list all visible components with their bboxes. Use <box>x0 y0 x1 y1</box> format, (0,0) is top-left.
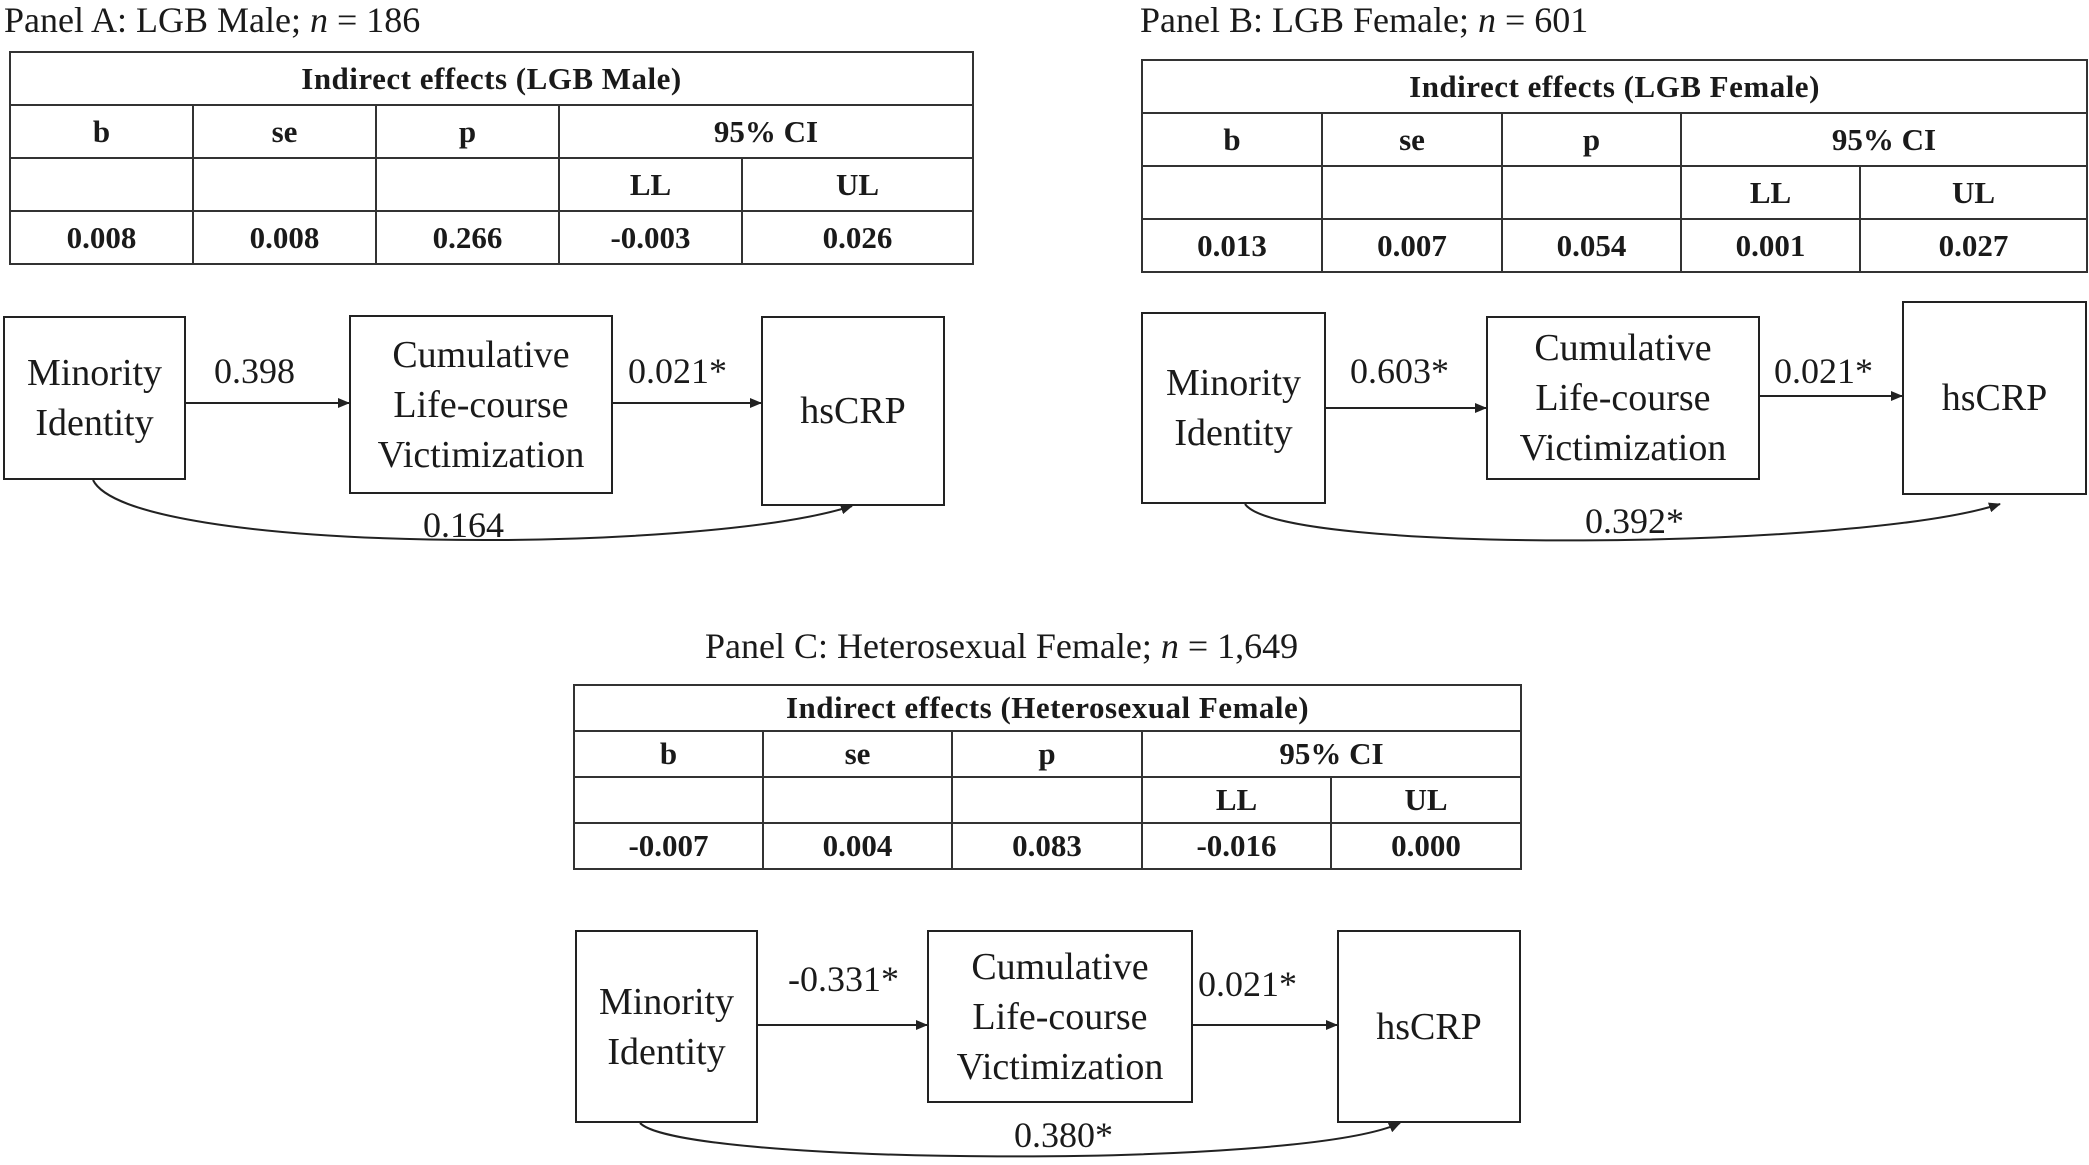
panel-c-header-p: p <box>952 731 1142 777</box>
panel-a-title-prefix: Panel A: LGB Male; <box>4 0 310 40</box>
node-label-line: Cumulative <box>392 333 570 376</box>
node-label-line: Life-course <box>972 995 1148 1038</box>
panel-c-value-b: -0.007 <box>574 823 763 869</box>
panel-b-title-prefix: Panel B: LGB Female; <box>1140 0 1478 40</box>
panel-a-path-c-coefficient: 0.164 <box>423 505 504 545</box>
panel-b-header-ul: UL <box>1860 166 2087 219</box>
panel-b-path-a-coefficient: 0.603* <box>1350 351 1449 391</box>
panel-b-value-ll: 0.001 <box>1681 219 1860 272</box>
node-label-line: Life-course <box>393 383 569 426</box>
node-label-line: Cumulative <box>1534 327 1712 369</box>
panel-b-title-n-value: = 601 <box>1495 0 1589 40</box>
node-label-line: Victimization <box>1519 427 1727 469</box>
node-label-line: Victimization <box>956 1045 1164 1088</box>
node-label-line: Identity <box>607 1030 726 1073</box>
panel-c-title-prefix: Panel C: Heterosexual Female; <box>705 626 1161 666</box>
panel-a-value-ll: -0.003 <box>559 211 742 264</box>
node-label-line: Identity <box>1174 412 1293 454</box>
panel-b-value-b: 0.013 <box>1142 219 1322 272</box>
panel-a-value-p: 0.266 <box>376 211 559 264</box>
panel-b-value-se: 0.007 <box>1322 219 1502 272</box>
node-label-line: Identity <box>35 402 154 444</box>
panel-c-value-se: 0.004 <box>763 823 952 869</box>
node-label-line: Cumulative <box>971 945 1149 988</box>
panel-b-header-p: p <box>1502 113 1681 166</box>
panel-a-path-a-coefficient: 0.398 <box>214 351 295 391</box>
panel-c-path-a-coefficient: -0.331* <box>788 959 899 999</box>
node-label: hsCRP <box>800 390 906 432</box>
node-label-line: Life-course <box>1535 377 1711 419</box>
panel-c-value-ll: -0.016 <box>1142 823 1331 869</box>
panel-a-header-se: se <box>193 105 376 158</box>
panel-c-header-ul: UL <box>1331 777 1521 823</box>
panel-c-value-ul: 0.000 <box>1331 823 1521 869</box>
panel-b-value-ul: 0.027 <box>1860 219 2087 272</box>
panel-a-header-p: p <box>376 105 559 158</box>
node-label-line: Minority <box>598 980 735 1023</box>
panel-a-path-b-coefficient: 0.021* <box>628 351 727 391</box>
panel-c-header-b: b <box>574 731 763 777</box>
panel-b-header-b: b <box>1142 113 1322 166</box>
panel-c-header-se: se <box>763 731 952 777</box>
panel-a-value-ul: 0.026 <box>742 211 973 264</box>
panel-a-title-n-value: = 186 <box>327 0 421 40</box>
panel-a-header-b: b <box>10 105 193 158</box>
panel-a-path-c-arrow <box>93 480 852 540</box>
panel-b-path-c-coefficient: 0.392* <box>1585 501 1684 541</box>
panel-b-path-c-arrow <box>1245 501 2000 541</box>
panel-a-value-b: 0.008 <box>10 211 193 264</box>
panel-a-header-ul: UL <box>742 158 973 211</box>
panel-c-header-ci: 95% CI <box>1142 731 1521 777</box>
node-label: hsCRP <box>1941 377 2048 419</box>
panel-b-table-caption: Indirect effects (LGB Female) <box>1142 60 2087 113</box>
node-label: hsCRP <box>1376 1005 1482 1048</box>
panel-b-value-p: 0.054 <box>1502 219 1681 272</box>
panel-c-table-caption: Indirect effects (Heterosexual Female) <box>574 685 1521 731</box>
panel-b-header-ll: LL <box>1681 166 1860 219</box>
panel-c-path-c-arrow <box>640 1123 1400 1156</box>
node-label-line: Victimization <box>377 433 585 476</box>
panel-c-value-p: 0.083 <box>952 823 1142 869</box>
panel-a-header-ci: 95% CI <box>559 105 973 158</box>
panel-a-value-se: 0.008 <box>193 211 376 264</box>
node-label-line: Minority <box>1165 362 1302 404</box>
panel-b-header-ci: 95% CI <box>1681 113 2087 166</box>
panel-b-header-se: se <box>1322 113 1502 166</box>
panel-b-path-b-coefficient: 0.021* <box>1774 351 1873 391</box>
panel-b-title-n-symbol: n <box>1477 0 1496 40</box>
panel-c-path-c-coefficient: 0.380* <box>1014 1115 1113 1155</box>
panel-a-table-caption: Indirect effects (LGB Male) <box>10 52 973 105</box>
panel-a-title-n-symbol: n <box>309 0 328 40</box>
panel-c-title-n-symbol: n <box>1160 626 1179 666</box>
panel-c-header-ll: LL <box>1142 777 1331 823</box>
panel-a-header-ll: LL <box>559 158 742 211</box>
node-label-line: Minority <box>26 352 163 394</box>
panel-c-path-b-coefficient: 0.021* <box>1198 964 1297 1004</box>
panel-c-title-n-value: = 1,649 <box>1178 626 1299 666</box>
